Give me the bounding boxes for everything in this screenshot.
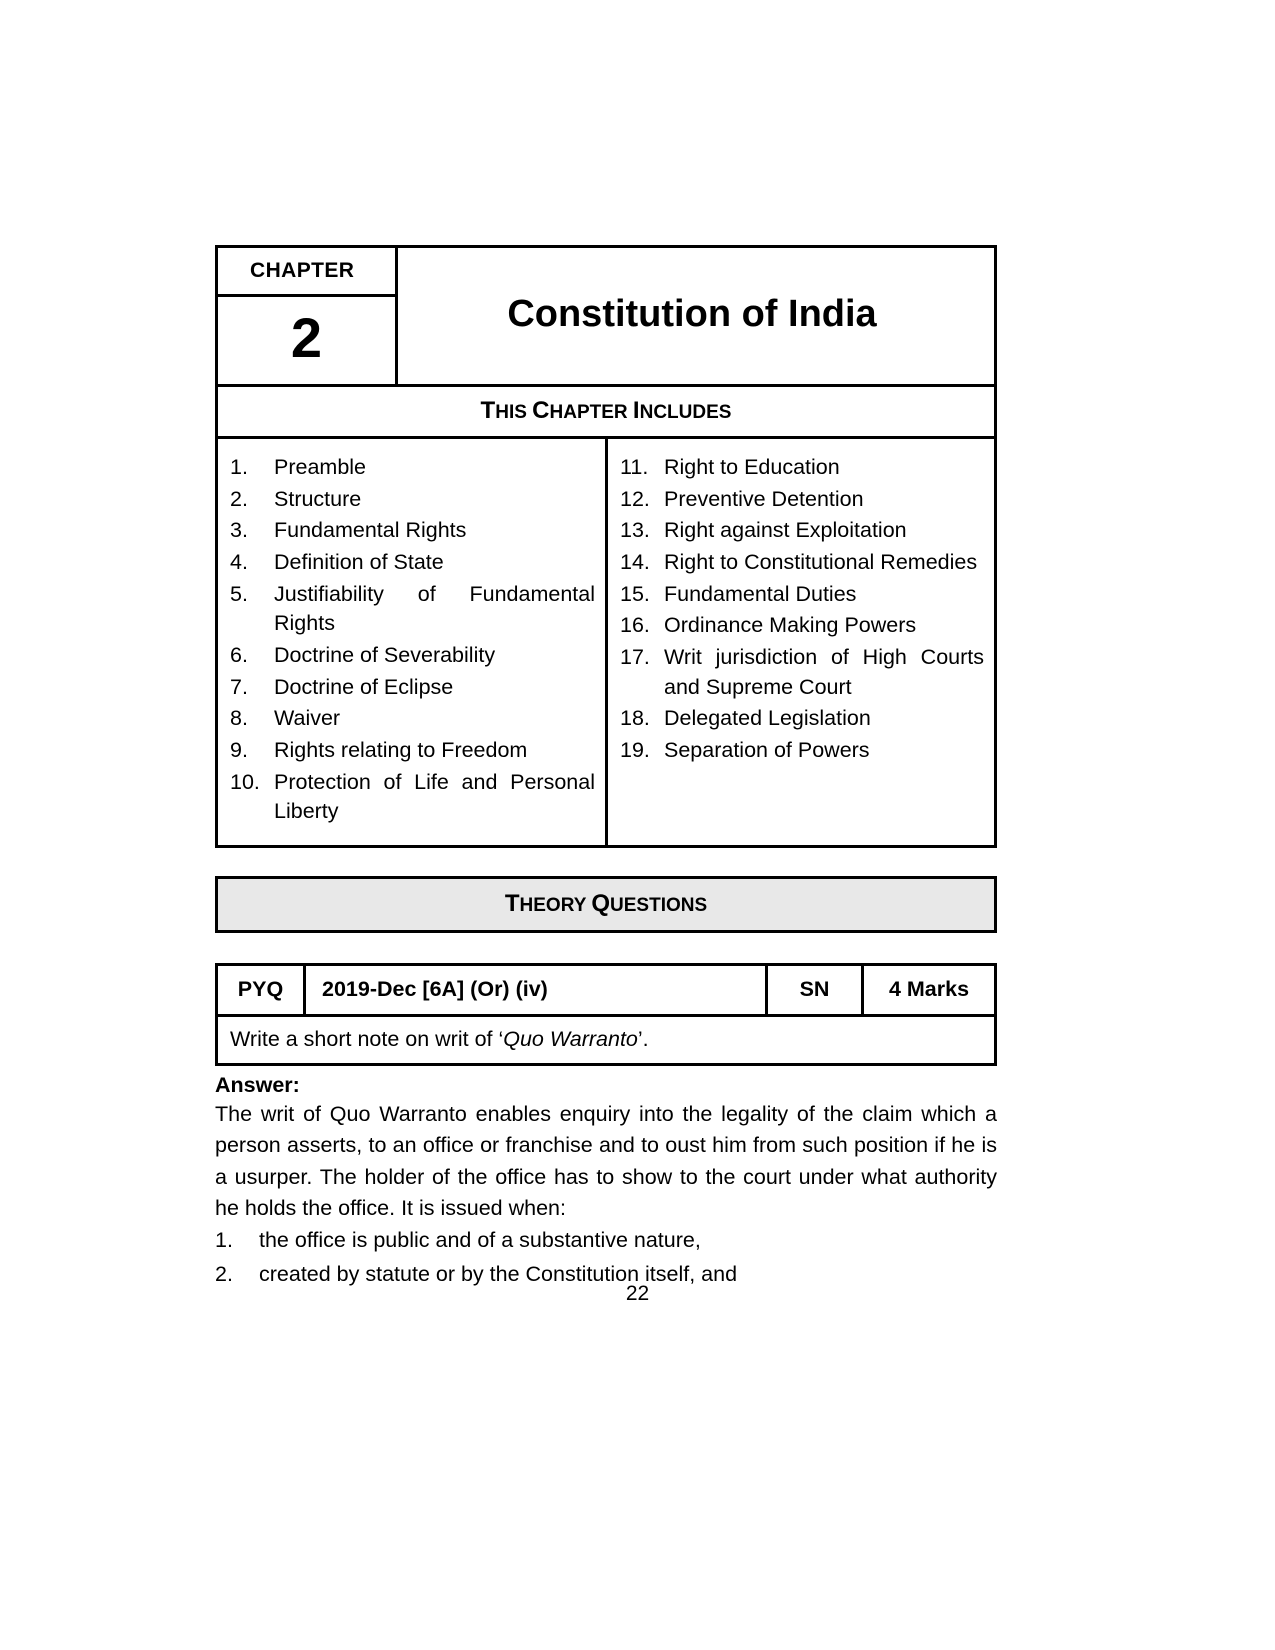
theory-heading-rest-1: HEORY: [519, 894, 592, 916]
includes-heading-rest-1: HIS: [495, 402, 533, 423]
list-item-number: 19.: [620, 737, 650, 762]
list-item: [215, 1225, 997, 1256]
list-item-label: Structure: [274, 486, 362, 511]
list-item: [620, 580, 984, 610]
includes-heading-rest-3: NCLUDES: [639, 402, 732, 423]
question-prefix: Write a short note on writ of ‘: [230, 1026, 504, 1051]
theory-heading-cap-1: T: [504, 889, 520, 917]
list-item-number: 2.: [215, 1261, 233, 1286]
list-item-label: Separation of Powers: [664, 737, 870, 762]
list-item: [620, 704, 984, 734]
list-item-label: Preventive Detention: [664, 486, 864, 511]
chapter-number-block: [218, 248, 398, 384]
question-suffix: ’.: [637, 1026, 649, 1051]
chapter-header: [215, 245, 997, 384]
list-item-number: 8.: [230, 706, 248, 731]
list-item-label: the office is public and of a substantive nature,: [259, 1228, 701, 1253]
list-item: [230, 453, 595, 483]
list-item-label: Right against Exploitation: [664, 518, 907, 543]
pyq-table: [215, 963, 997, 1066]
question-italic-term: Quo Warranto: [503, 1026, 638, 1051]
list-item-number: 7.: [230, 674, 248, 699]
list-item-number: 10.: [230, 769, 260, 794]
page-content: [215, 245, 997, 1292]
pyq-question-text: [218, 1017, 994, 1063]
list-item-label: Justifiability of Fundamental Rights: [274, 581, 595, 636]
list-item: [620, 485, 984, 515]
list-item: [230, 516, 595, 546]
list-item-number: 1.: [230, 455, 248, 479]
list-item: [620, 643, 984, 702]
includes-heading-cap-2: C: [532, 397, 550, 424]
pyq-marks: 4 Marks: [888, 976, 970, 1001]
list-item-number: 16.: [620, 613, 650, 638]
list-item-label: Fundamental Duties: [664, 581, 857, 606]
list-item-label: Preamble: [274, 455, 367, 479]
list-item: [230, 548, 595, 578]
list-item-number: 6.: [230, 642, 248, 667]
list-item-label: Writ jurisdiction of High Courts and Supreme Court: [664, 644, 984, 699]
chapter-number: 2: [290, 306, 323, 369]
list-item-number: 3.: [230, 518, 248, 543]
list-item: [230, 768, 595, 827]
theory-heading-cap-2: Q: [591, 889, 611, 917]
list-item: [230, 580, 595, 639]
list-item-label: Waiver: [274, 706, 341, 731]
list-item-number: 17.: [620, 644, 650, 669]
list-item-label: Right to Constitutional Remedies: [664, 549, 978, 574]
list-item: [230, 736, 595, 766]
list-item-label: Delegated Legislation: [664, 706, 871, 731]
includes-heading-cap-3: I: [632, 397, 640, 424]
list-item-number: 13.: [620, 518, 650, 543]
this-chapter-includes-heading: [215, 384, 997, 436]
list-item-number: 14.: [620, 549, 650, 574]
list-item-label: created by statute or by the Constitution itself, and: [259, 1261, 738, 1286]
list-item-label: Right to Education: [664, 455, 840, 479]
pyq-exam-code: 2019-Dec [6A] (Or) (iv): [306, 966, 768, 1014]
list-item-label: Protection of Life and Personal Liberty: [274, 769, 595, 824]
list-item-number: 12.: [620, 486, 650, 511]
list-item: [620, 736, 984, 766]
chapter-label: CHAPTER: [218, 248, 395, 297]
list-item: [620, 453, 984, 483]
list-item: [620, 548, 984, 578]
topics-column-left: [218, 439, 608, 845]
topics-column-right: [608, 439, 994, 845]
list-item-label: Fundamental Rights: [274, 518, 467, 543]
list-item-number: 4.: [230, 549, 248, 574]
list-item-number: 11.: [620, 455, 649, 479]
list-item-number: 1.: [215, 1228, 233, 1253]
list-item-label: Rights relating to Freedom: [274, 737, 528, 762]
includes-heading-cap-1: T: [480, 397, 496, 424]
page-number: 22: [625, 1282, 650, 1305]
list-item: [230, 641, 595, 671]
chapter-topics-box: [215, 436, 997, 848]
theory-questions-heading: [215, 876, 997, 933]
list-item-label: Doctrine of Severability: [274, 642, 496, 667]
list-item-label: Doctrine of Eclipse: [274, 674, 454, 699]
list-item: [230, 673, 595, 703]
list-item: [620, 516, 984, 546]
list-item-label: Definition of State: [274, 549, 444, 574]
pyq-question-type: SN: [768, 966, 864, 1014]
pyq-meta-row: [218, 966, 994, 1017]
answer-points: [215, 1225, 997, 1290]
list-item: [230, 704, 595, 734]
list-item-number: 2.: [230, 486, 248, 511]
list-item-label: Ordinance Making Powers: [664, 613, 917, 638]
theory-heading-rest-2: UESTIONS: [610, 894, 708, 916]
includes-heading-rest-2: HAPTER: [549, 402, 633, 423]
list-item-number: 5.: [230, 581, 248, 606]
answer-paragraph: The writ of Quo Warranto enables enquiry into the legality of the claim which a person asserts, to an office or franchise and to oust him from such position if he is a usurper. The holder of the office has to show to the court under what authority he holds the office. It is issued when:: [215, 1101, 997, 1220]
list-item-number: 18.: [620, 706, 650, 731]
pyq-tag: PYQ: [218, 966, 306, 1014]
list-item: [620, 611, 984, 641]
list-item: [230, 485, 595, 515]
list-item-number: 9.: [230, 737, 248, 762]
list-item-number: 15.: [620, 581, 650, 606]
chapter-title: Constitution of India: [507, 292, 877, 335]
answer-heading: Answer:: [215, 1072, 300, 1097]
